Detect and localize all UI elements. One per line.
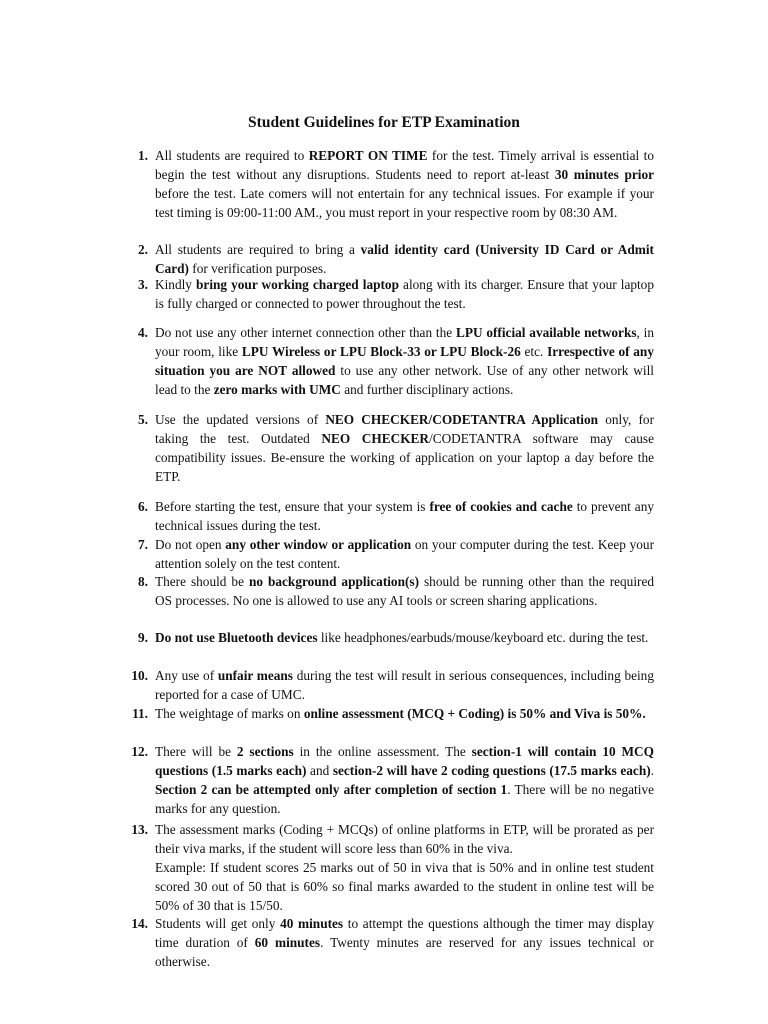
body-text: There should be bbox=[155, 574, 249, 589]
body-text: only, for taking the test. Outdated bbox=[155, 412, 654, 446]
body-text: for the test. Timely arrival is essential to begin the test without any disruptions. Students need to report at-least bbox=[155, 148, 654, 182]
guideline-number: 12. bbox=[131, 744, 148, 759]
emphasis-text: 30 minutes prior bbox=[554, 167, 654, 182]
body-text: to prevent any technical issues during the test. bbox=[155, 499, 654, 533]
body-text: on your computer during the test. Keep your attention solely on the test content. bbox=[155, 537, 655, 571]
guideline-paragraph bbox=[155, 410, 654, 486]
body-text: The weightage of marks on bbox=[155, 706, 304, 721]
guideline-text bbox=[155, 742, 654, 818]
emphasis-text: online assessment (MCQ + Coding) is 50% and Viva is 50%. bbox=[303, 706, 646, 721]
guideline-text bbox=[155, 704, 654, 723]
body-text: Before starting the test, ensure that your system is bbox=[155, 499, 430, 514]
emphasis-text: unfair means bbox=[217, 668, 293, 683]
guideline-paragraph bbox=[155, 742, 654, 818]
guideline-text bbox=[155, 240, 654, 278]
guideline-paragraph bbox=[155, 820, 654, 858]
body-text: /CODETANTRA software may cause compatibility issues. Be-ensure the working of application on your laptop a day before the ETP. bbox=[155, 431, 654, 484]
guideline-text bbox=[155, 820, 654, 915]
guideline-number: 8. bbox=[138, 574, 148, 589]
emphasis-text: any other window or application bbox=[225, 537, 412, 552]
guideline-text bbox=[155, 914, 654, 971]
emphasis-text: no background application(s) bbox=[248, 574, 420, 589]
emphasis-text: LPU official available networks bbox=[455, 325, 637, 340]
body-text: Do not open bbox=[155, 537, 226, 552]
emphasis-text: NEO CHECKER/CODETANTRA Application bbox=[325, 412, 599, 427]
emphasis-text: section-2 will have 2 coding questions (17.5 marks each) bbox=[332, 763, 651, 778]
body-text: should be running other than the required OS processes. No one is allowed to use any AI tools or screen sharing applications. bbox=[155, 574, 654, 608]
body-text: . Twenty minutes are reserved for any issues technical or otherwise. bbox=[155, 935, 654, 969]
guideline-number: 13. bbox=[131, 822, 148, 837]
body-text: and further disciplinary actions. bbox=[340, 382, 514, 397]
body-text: All students are required to bbox=[155, 148, 309, 163]
body-text: The assessment marks (Coding + MCQs) of online platforms in ETP, will be prorated as per their viva marks, if the student will score less than 60% in the viva. bbox=[155, 822, 654, 856]
emphasis-text: Irrespective of any situation you are NOT allowed bbox=[155, 344, 654, 378]
guideline-text bbox=[155, 628, 654, 647]
guideline-text bbox=[155, 323, 654, 399]
guideline-text bbox=[155, 410, 654, 486]
body-text: All students are required to bring a bbox=[155, 242, 361, 257]
guideline-text bbox=[155, 666, 654, 704]
body-text: Students will get only bbox=[155, 916, 281, 931]
guideline-text bbox=[155, 146, 654, 222]
guideline-text bbox=[155, 275, 654, 313]
body-text: during the test will result in serious consequences, including being reported for a case of UMC. bbox=[155, 668, 654, 702]
emphasis-text: LPU Wireless or LPU Block-33 or LPU Block-26 bbox=[241, 344, 521, 359]
guideline-number: 1. bbox=[138, 148, 148, 163]
emphasis-text: valid identity card (University ID Card or Admit Card) bbox=[155, 242, 654, 276]
guideline-paragraph bbox=[155, 914, 654, 971]
guideline-text bbox=[155, 497, 654, 535]
guideline-paragraph bbox=[155, 146, 654, 222]
guideline-paragraph bbox=[155, 666, 654, 704]
body-text: Use the updated versions of bbox=[155, 412, 326, 427]
body-text: Any use of bbox=[155, 668, 218, 683]
guideline-paragraph bbox=[155, 704, 654, 723]
guideline-number: 14. bbox=[131, 916, 148, 931]
emphasis-text: bring your working charged laptop bbox=[196, 277, 399, 292]
guideline-number: 4. bbox=[138, 325, 148, 340]
guideline-paragraph bbox=[155, 628, 654, 647]
body-text: There will be bbox=[155, 744, 237, 759]
body-text: before the test. Late comers will not entertain for any technical issues. For example if your test timing is 09:00-11:00 AM., you must report in your respective room by 08:30 AM. bbox=[155, 186, 654, 220]
body-text: , in your room, like bbox=[155, 325, 655, 359]
guideline-paragraph bbox=[155, 535, 654, 573]
guideline-number: 5. bbox=[138, 412, 148, 427]
emphasis-text: 60 minutes bbox=[254, 935, 321, 950]
guideline-number: 10. bbox=[131, 668, 148, 683]
guideline-number: 3. bbox=[138, 277, 148, 292]
emphasis-text: Do not use Bluetooth devices bbox=[155, 630, 318, 645]
guideline-text bbox=[155, 535, 654, 573]
body-text: like headphones/earbuds/mouse/keyboard etc. during the test. bbox=[317, 630, 649, 645]
body-text: to use any other network. Use of any other network will lead to the bbox=[155, 363, 654, 397]
body-text: for verification purposes. bbox=[188, 261, 327, 276]
body-text: to attempt the questions although the timer may display time duration of bbox=[155, 916, 654, 950]
body-text: . bbox=[650, 763, 654, 778]
emphasis-text: section-1 will contain 10 MCQ questions (1.5 marks each) bbox=[155, 744, 654, 778]
document-title: Student Guidelines for ETP Examination bbox=[248, 114, 520, 131]
guideline-number: 6. bbox=[138, 499, 148, 514]
guideline-paragraph bbox=[155, 323, 654, 399]
emphasis-text: zero marks with UMC bbox=[213, 382, 341, 397]
body-text: Do not use any other internet connection other than the bbox=[155, 325, 456, 340]
body-text: Example: If student scores 25 marks out of 50 in viva that is 50% and in online test student scored 30 out of 50 that is 60% so final marks awarded to the student in online test will be 50% of 30 that is 15/50. bbox=[155, 860, 654, 913]
body-text: etc. bbox=[520, 344, 548, 359]
emphasis-text: 40 minutes bbox=[280, 916, 344, 931]
guideline-text bbox=[155, 572, 654, 610]
guideline-paragraph bbox=[155, 497, 654, 535]
guideline-number: 2. bbox=[138, 242, 148, 257]
emphasis-text: Section 2 can be attempted only after completion of section 1 bbox=[155, 782, 508, 797]
emphasis-text: NEO CHECKER bbox=[321, 431, 430, 446]
body-text: . There will be no negative marks for any question. bbox=[155, 782, 654, 816]
guideline-number: 11. bbox=[132, 706, 148, 721]
guideline-paragraph bbox=[155, 240, 654, 278]
guideline-paragraph bbox=[155, 572, 654, 610]
emphasis-text: REPORT ON TIME bbox=[308, 148, 428, 163]
body-text: Kindly bbox=[155, 277, 197, 292]
guideline-number: 9. bbox=[138, 630, 148, 645]
guideline-paragraph bbox=[155, 275, 654, 313]
body-text: and bbox=[306, 763, 333, 778]
emphasis-text: 2 sections bbox=[236, 744, 294, 759]
body-text: along with its charger. Ensure that your laptop is fully charged or connected to power throughout the test. bbox=[155, 277, 654, 311]
emphasis-text: free of cookies and cache bbox=[429, 499, 573, 514]
guideline-paragraph bbox=[155, 858, 654, 915]
guideline-number: 7. bbox=[138, 537, 148, 552]
body-text: in the online assessment. The bbox=[293, 744, 472, 759]
